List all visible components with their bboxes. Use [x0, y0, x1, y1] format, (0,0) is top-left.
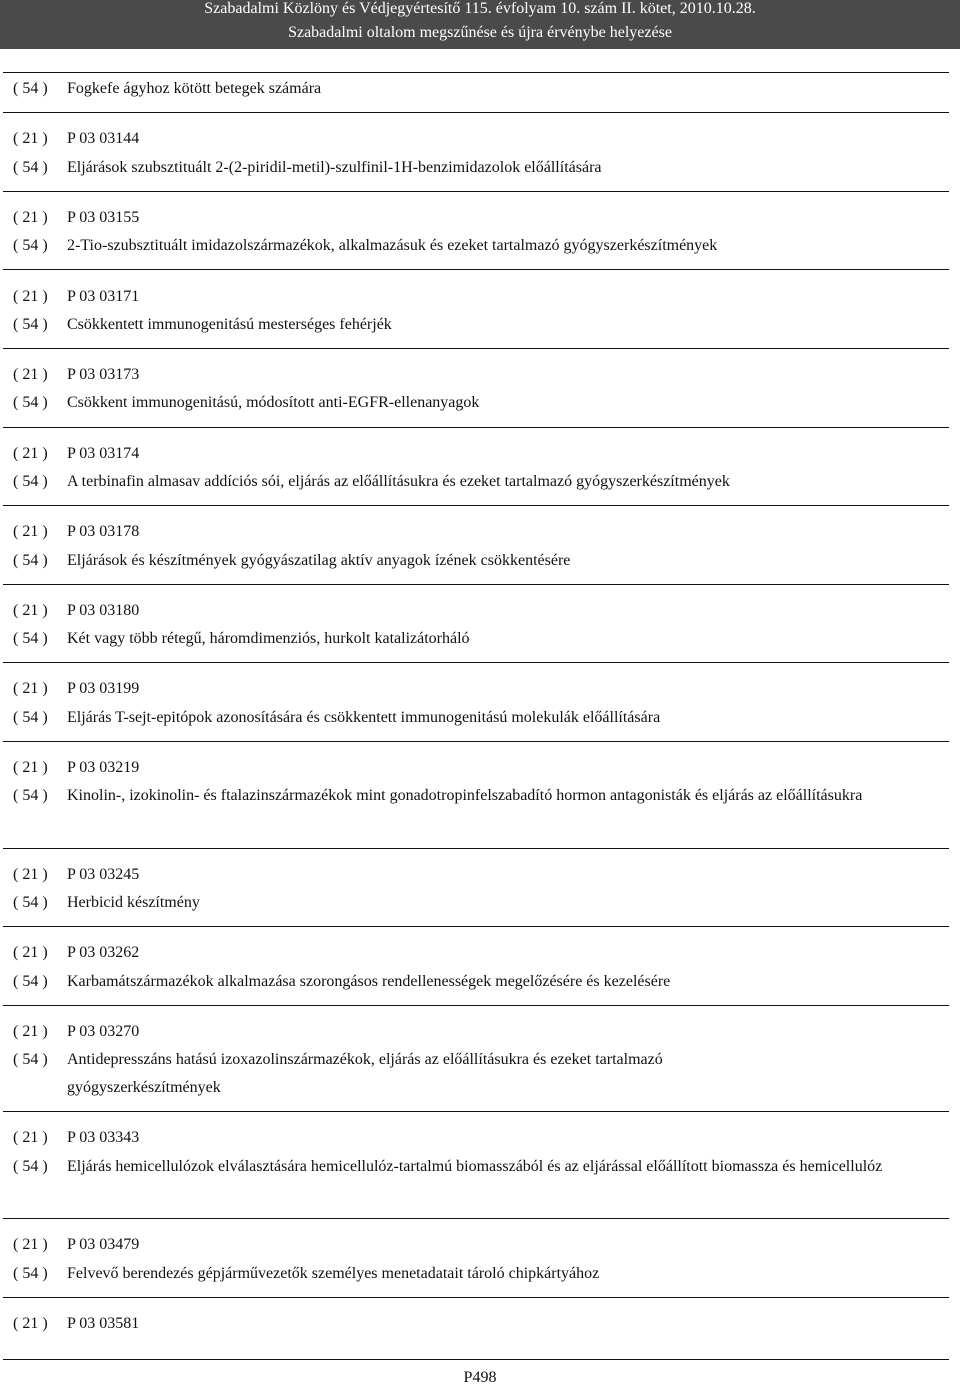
page-header — [0, 0, 960, 49]
inid-code-21: ( 21 ) — [13, 130, 48, 147]
invention-title: 2-Tio-szubsztituált imidazolszármazékok, alkalmazásuk és ezeket tartalmazó gyógyszerkészítmények — [67, 237, 718, 254]
inid-code-54: ( 54 ) — [13, 394, 48, 411]
divider — [3, 112, 949, 113]
inid-code-21: ( 21 ) — [13, 523, 48, 540]
application-number: P 03 03155 — [67, 209, 140, 226]
application-number: P 03 03245 — [67, 866, 140, 883]
inid-code-21: ( 21 ) — [13, 602, 48, 619]
application-number: P 03 03173 — [67, 366, 140, 383]
inid-code-54: ( 54 ) — [13, 80, 48, 97]
inid-code-21: ( 21 ) — [13, 209, 48, 226]
divider — [3, 1111, 949, 1112]
divider — [3, 741, 949, 742]
inid-code-21: ( 21 ) — [13, 680, 48, 697]
invention-title: Eljárás T-sejt-epitópok azonosítására és csökkentett immunogenitású molekulák előállítására — [67, 709, 661, 726]
invention-title: Két vagy több rétegű, háromdimenziós, hurkolt katalizátorháló — [67, 630, 470, 647]
invention-title: Csökkent immunogenitású, módosított anti-EGFR-ellenanyagok — [67, 394, 480, 411]
application-number: P 03 03262 — [67, 944, 140, 961]
divider — [3, 505, 949, 506]
inid-code-54: ( 54 ) — [13, 159, 48, 176]
invention-title: Kinolin-, izokinolin- és ftalazinszármazékok mint gonadotropinfelszabadító hormon antagonisták és eljárás az előállításukra — [67, 787, 863, 804]
divider — [3, 1005, 949, 1006]
inid-code-21: ( 21 ) — [13, 759, 48, 776]
page-number: P498 — [463, 1369, 497, 1386]
divider — [3, 1359, 949, 1360]
application-number: P 03 03174 — [67, 445, 140, 462]
invention-title: Antidepresszáns hatású izoxazolinszármazékok, eljárás az előállításukra és ezeket tartalmazó gyógyszerkészítmények — [67, 1051, 663, 1096]
inid-code-54: ( 54 ) — [13, 787, 48, 804]
invention-title: Csökkentett immunogenitású mesterséges fehérjék — [67, 316, 392, 333]
inid-code-54: ( 54 ) — [13, 894, 48, 911]
invention-title: Felvevő berendezés gépjárművezetők személyes menetadatait tároló chipkártyához — [67, 1265, 600, 1282]
application-number: P 03 03219 — [67, 759, 140, 776]
inid-code-21: ( 21 ) — [13, 366, 48, 383]
application-number: P 03 03178 — [67, 523, 140, 540]
inid-code-21: ( 21 ) — [13, 288, 48, 305]
inid-code-21: ( 21 ) — [13, 944, 48, 961]
invention-title: Karbamátszármazékok alkalmazása szorongásos rendellenességek megelőzésére és kezelésére — [67, 973, 671, 990]
inid-code-54: ( 54 ) — [13, 552, 48, 569]
application-number: P 03 03343 — [67, 1129, 140, 1146]
divider — [3, 662, 949, 663]
inid-code-21: ( 21 ) — [13, 1315, 48, 1332]
inid-code-54: ( 54 ) — [13, 473, 48, 490]
inid-code-21: ( 21 ) — [13, 1023, 48, 1040]
inid-code-54: ( 54 ) — [13, 316, 48, 333]
divider — [3, 191, 949, 192]
inid-code-54: ( 54 ) — [13, 237, 48, 254]
application-number: P 03 03479 — [67, 1236, 140, 1253]
invention-title: Herbicid készítmény — [67, 894, 200, 911]
application-number: P 03 03199 — [67, 680, 140, 697]
inid-code-21: ( 21 ) — [13, 1236, 48, 1253]
section-title: Szabadalmi oltalom megszűnése és újra érvénybe helyezése — [288, 24, 672, 41]
invention-title: Fogkefe ágyhoz kötött betegek számára — [67, 80, 322, 97]
divider — [3, 1297, 949, 1298]
divider — [3, 584, 949, 585]
divider — [3, 427, 949, 428]
divider — [3, 926, 949, 927]
divider — [3, 1218, 949, 1219]
divider — [3, 348, 949, 349]
journal-title: Szabadalmi Közlöny és Védjegyértesítő 115. évfolyam 10. szám II. kötet, 2010.10.28. — [204, 0, 756, 17]
inid-code-54: ( 54 ) — [13, 1265, 48, 1282]
application-number: P 03 03581 — [67, 1315, 140, 1332]
inid-code-21: ( 21 ) — [13, 1129, 48, 1146]
application-number: P 03 03180 — [67, 602, 140, 619]
application-number: P 03 03144 — [67, 130, 140, 147]
inid-code-54: ( 54 ) — [13, 973, 48, 990]
application-number: P 03 03171 — [67, 288, 140, 305]
divider — [3, 72, 949, 73]
inid-code-54: ( 54 ) — [13, 1158, 48, 1175]
divider — [3, 848, 949, 849]
inid-code-54: ( 54 ) — [13, 709, 48, 726]
divider — [3, 269, 949, 270]
inid-code-54: ( 54 ) — [13, 1051, 48, 1068]
application-number: P 03 03270 — [67, 1023, 140, 1040]
invention-title: Eljárások szubsztituált 2-(2-piridil-metil)-szulfinil-1H-benzimidazolok előállítására — [67, 159, 602, 176]
inid-code-21: ( 21 ) — [13, 866, 48, 883]
invention-title: Eljárások és készítmények gyógyászatilag aktív anyagok ízének csökkentésére — [67, 552, 571, 569]
invention-title: A terbinafin almasav addíciós sói, eljárás az előállításukra és ezeket tartalmazó gyógyszerkészítmények — [67, 473, 730, 490]
inid-code-54: ( 54 ) — [13, 630, 48, 647]
invention-title: Eljárás hemicellulózok elválasztására hemicellulóz-tartalmú biomasszából és az eljárással előállított biomassza és hemicellulóz — [67, 1158, 883, 1175]
inid-code-21: ( 21 ) — [13, 445, 48, 462]
